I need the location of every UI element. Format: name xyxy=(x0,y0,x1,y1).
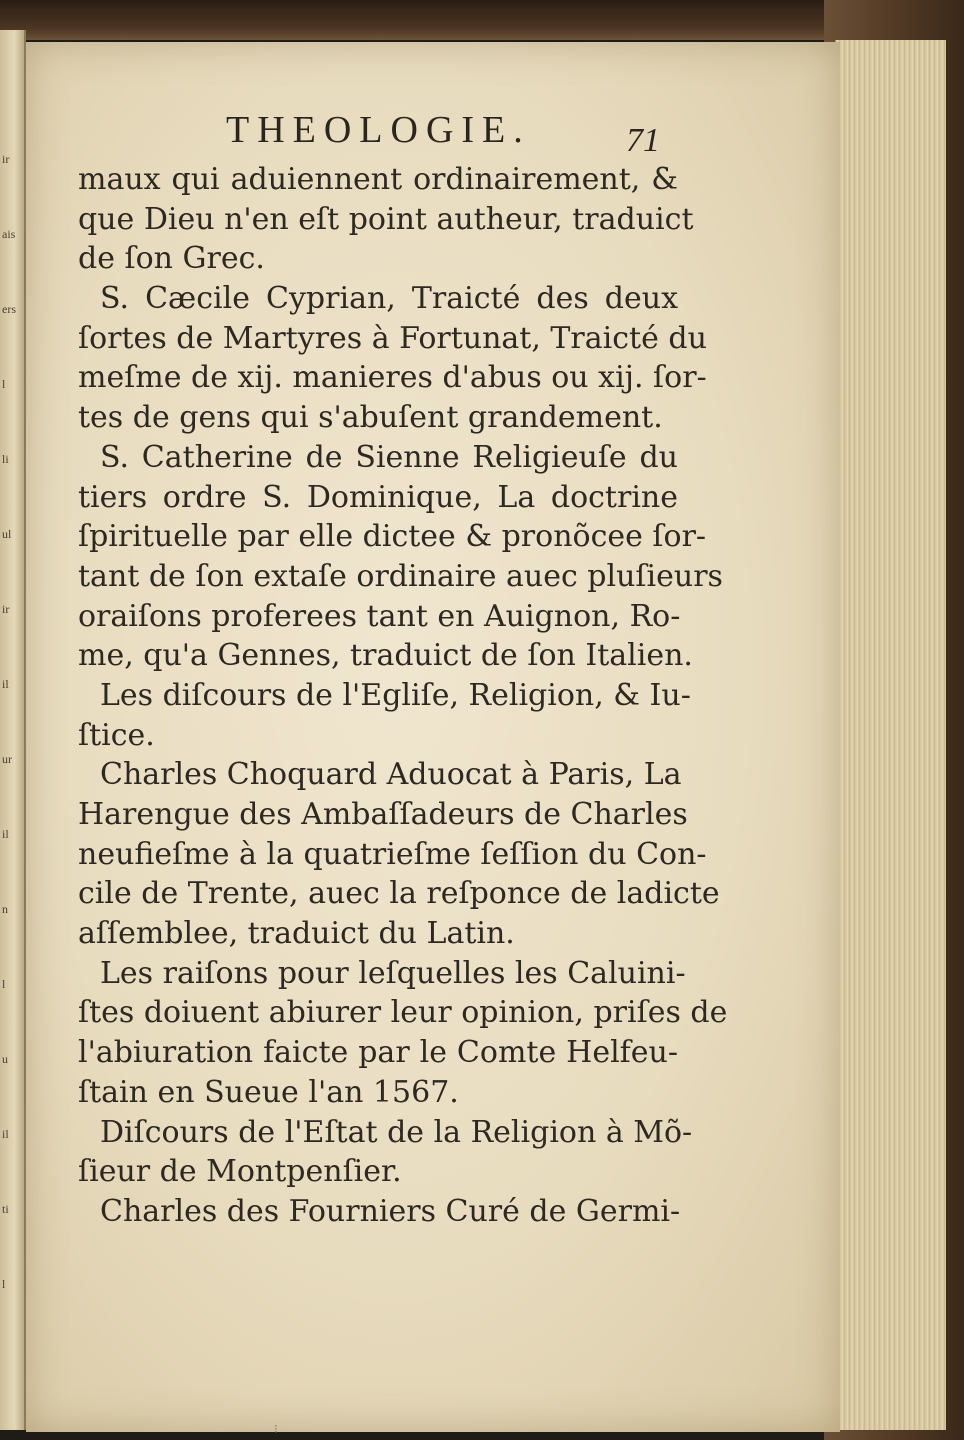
text-line: cile de Trente, auec la reſponce de ladicte xyxy=(78,876,720,912)
text-line: ſtes doiuent abiurer leur opinion, priſes de xyxy=(78,995,728,1031)
book-cover-top xyxy=(0,0,964,40)
text-line: Charles Choquard Aduocat à Paris, La xyxy=(100,757,682,793)
text-line: tiers ordre S. Dominique, La doctrine xyxy=(78,479,678,515)
text-line: ſieur de Montpenſier. xyxy=(78,1154,402,1190)
text-line: l'abiuration faicte par le Comte Helfeu- xyxy=(78,1035,678,1071)
text-line: ſtain en Sueue l'an 1567. xyxy=(78,1074,459,1110)
folio-number: 71 xyxy=(626,122,660,159)
facing-page-fragment: ir xyxy=(2,152,10,166)
text-line: que Dieu n'en eſt point autheur, traduict xyxy=(78,201,694,237)
text-line: tes de gens qui s'abuſent grandement. xyxy=(78,400,663,436)
text-line: tant de ſon extaſe ordinaire auec pluſieurs xyxy=(78,558,723,594)
facing-page-fragment: il xyxy=(2,827,9,841)
text-line: oraiſons proferees tant en Auignon, Ro- xyxy=(78,598,681,634)
facing-page-fragment: il xyxy=(2,677,9,691)
facing-page-fragment: il xyxy=(2,1127,9,1141)
text-line: Diſcours de l'Eſtat de la Religion à Mõ- xyxy=(100,1114,693,1150)
page-fore-edge xyxy=(835,40,946,1430)
text-line: Harengue des Ambaſſadeurs de Charles xyxy=(78,797,688,832)
text-line: S. Catherine de Sienne Religieuſe du xyxy=(100,439,678,475)
running-head: THEOLOGIE. xyxy=(226,109,531,151)
text-line: meſme de xij. manieres d'abus ou xij. ſor- xyxy=(78,360,707,396)
text-line: aſſemblee, traduict du Latin. xyxy=(78,916,515,952)
facing-page-fragment: ur xyxy=(2,752,12,766)
text-line: ſpirituelle par elle dictee & pronõcee ſor- xyxy=(78,519,707,555)
facing-page-fragment: u xyxy=(2,1052,8,1066)
text-line: ſortes de Martyres à Fortunat, Traicté du xyxy=(78,320,707,356)
text-line: Les diſcours de l'Egliſe, Religion, & Iu- xyxy=(100,677,691,713)
facing-page-fragment: ti xyxy=(2,1202,9,1216)
facing-page-fragment: ers xyxy=(2,302,16,316)
text-line: neufieſme à la quatrieſme ſeſſion du Con- xyxy=(78,836,707,872)
text-line: me, qu'a Gennes, traduict de ſon Italien. xyxy=(78,638,693,674)
text-line: de ſon Grec. xyxy=(78,241,265,277)
page-text xyxy=(78,160,728,1232)
text-line: ſtice. xyxy=(78,717,155,753)
facing-page-fragment: l xyxy=(2,1277,6,1291)
text-line: maux qui aduiennent ordinairement, & xyxy=(78,162,678,197)
text-line: S. Cæcile Cyprian, Traicté des deux xyxy=(100,281,678,317)
facing-page-fragment: li xyxy=(2,452,9,466)
page-smudge: ⁝ xyxy=(274,1422,278,1436)
facing-page-fragment: ir xyxy=(2,602,10,616)
facing-page-fragment: l xyxy=(2,977,6,991)
facing-page-fragment: ul xyxy=(2,527,12,541)
text-line: Charles des Fourniers Curé de Germi- xyxy=(100,1193,681,1229)
book-page xyxy=(26,42,840,1436)
facing-page-fragment: n xyxy=(2,902,8,916)
facing-page-fragment: ais xyxy=(2,227,16,241)
facing-page-fragment: l xyxy=(2,377,6,391)
text-line: Les raiſons pour leſquelles les Caluini- xyxy=(100,955,686,991)
facing-page-sliver xyxy=(0,30,26,1430)
